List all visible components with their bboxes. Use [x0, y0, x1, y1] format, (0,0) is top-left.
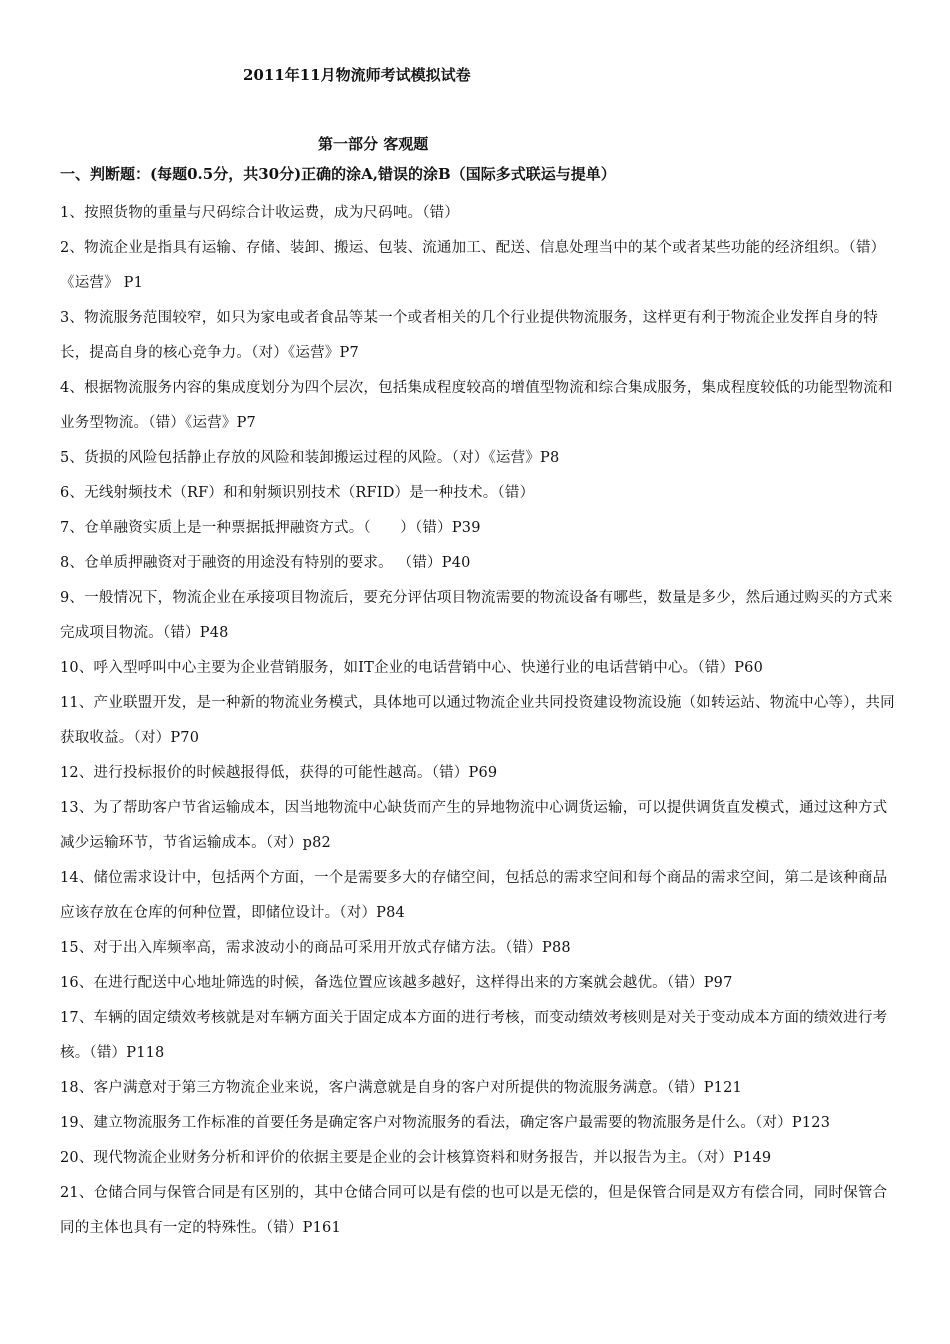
- question-item: 21、仓储合同与保管合同是有区别的，其中仓储合同可以是有偿的也可以是无偿的，但是保管合同是双方有偿合同，同时保管合同的主体也具有一定的特殊性。（错）P161: [60, 1185, 888, 1236]
- question-item: 14、储位需求设计中，包括两个方面，一个是需要多大的存储空间，包括总的需求空间和每个商品的需求空间，第二是该种商品应该存放在仓库的何种位置，即储位设计。（对）P84: [60, 870, 888, 921]
- question-item: 15、对于出入库频率高，需求波动小的商品可采用开放式存储方法。（错）P88: [60, 940, 571, 956]
- question-item: 12、进行投标报价的时候越报得低，获得的可能性越高。（错）P69: [60, 765, 498, 781]
- section-heading: 一、判断题：(每题0.5分，共30分)正确的涂A,错误的涂B（国际多式联运与提单）: [60, 165, 616, 183]
- question-item: 8、仓单质押融资对于融资的用途没有特别的要求。 （错）P40: [60, 555, 471, 571]
- question-item: 5、货损的风险包括静止存放的风险和装卸搬运过程的风险。（对）《运营》P8: [60, 450, 560, 466]
- question-item: 1、按照货物的重量与尺码综合计收运费，成为尺码吨。（错）: [60, 205, 460, 221]
- question-item: 4、根据物流服务内容的集成度划分为四个层次，包括集成程度较高的增值型物流和综合集成服务，集成程度较低的功能型物流和业务型物流。（错）《运营》P7: [60, 380, 893, 431]
- document-title: 2011年11月物流师考试模拟试卷: [243, 66, 471, 84]
- question-list: [60, 196, 900, 1246]
- question-item: 6、无线射频技术（RF）和和射频识别技术（RFID）是一种技术。（错）: [60, 485, 535, 501]
- question-item: 17、车辆的固定绩效考核就是对车辆方面关于固定成本方面的进行考核，而变动绩效考核则是对关于变动成本方面的绩效进行考核。（错）P118: [60, 1010, 888, 1061]
- part-heading: 第一部分 客观题: [318, 135, 429, 153]
- question-item: 20、现代物流企业财务分析和评价的依据主要是企业的会计核算资料和财务报告，并以报告为主。（对）P149: [60, 1150, 772, 1166]
- question-item: 18、客户满意对于第三方物流企业来说，客户满意就是自身的客户对所提供的物流服务满意。（错）P121: [60, 1080, 742, 1096]
- question-item: 11、产业联盟开发，是一种新的物流业务模式，具体地可以通过物流企业共同投资建设物流设施（如转运站、物流中心等），共同获取收益。（对）P70: [60, 695, 895, 746]
- question-item: 10、呼入型呼叫中心主要为企业营销服务，如IT企业的电话营销中心、快递行业的电话营销中心。（错）P60: [60, 660, 764, 676]
- question-item: 7、仓单融资实质上是一种票据抵押融资方式。（ ）（错）P39: [60, 520, 481, 536]
- question-item: 3、物流服务范围较窄，如只为家电或者食品等某一个或者相关的几个行业提供物流服务，这样更有利于物流企业发挥自身的特长，提高自身的核心竞争力。（对）《运营》P7: [60, 310, 878, 361]
- question-item: 2、物流企业是指具有运输、存储、装卸、搬运、包装、流通加工、配送、信息处理当中的某个或者某些功能的经济组织。（错）《运营》 P1: [60, 240, 886, 291]
- question-item: 16、在进行配送中心地址筛选的时候，备选位置应该越多越好，这样得出来的方案就会越优。（错）P97: [60, 975, 733, 991]
- question-item: 13、为了帮助客户节省运输成本，因当地物流中心缺货而产生的异地物流中心调货运输，可以提供调货直发模式，通过这种方式减少运输环节，节省运输成本。（对）p82: [60, 800, 888, 851]
- question-item: 19、建立物流服务工作标准的首要任务是确定客户对物流服务的看法，确定客户最需要的物流服务是什么。（对）P123: [60, 1115, 831, 1131]
- question-item: 9、一般情况下，物流企业在承接项目物流后，要充分评估项目物流需要的物流设备有哪些，数量是多少，然后通过购买的方式来完成项目物流。（错）P48: [60, 590, 893, 641]
